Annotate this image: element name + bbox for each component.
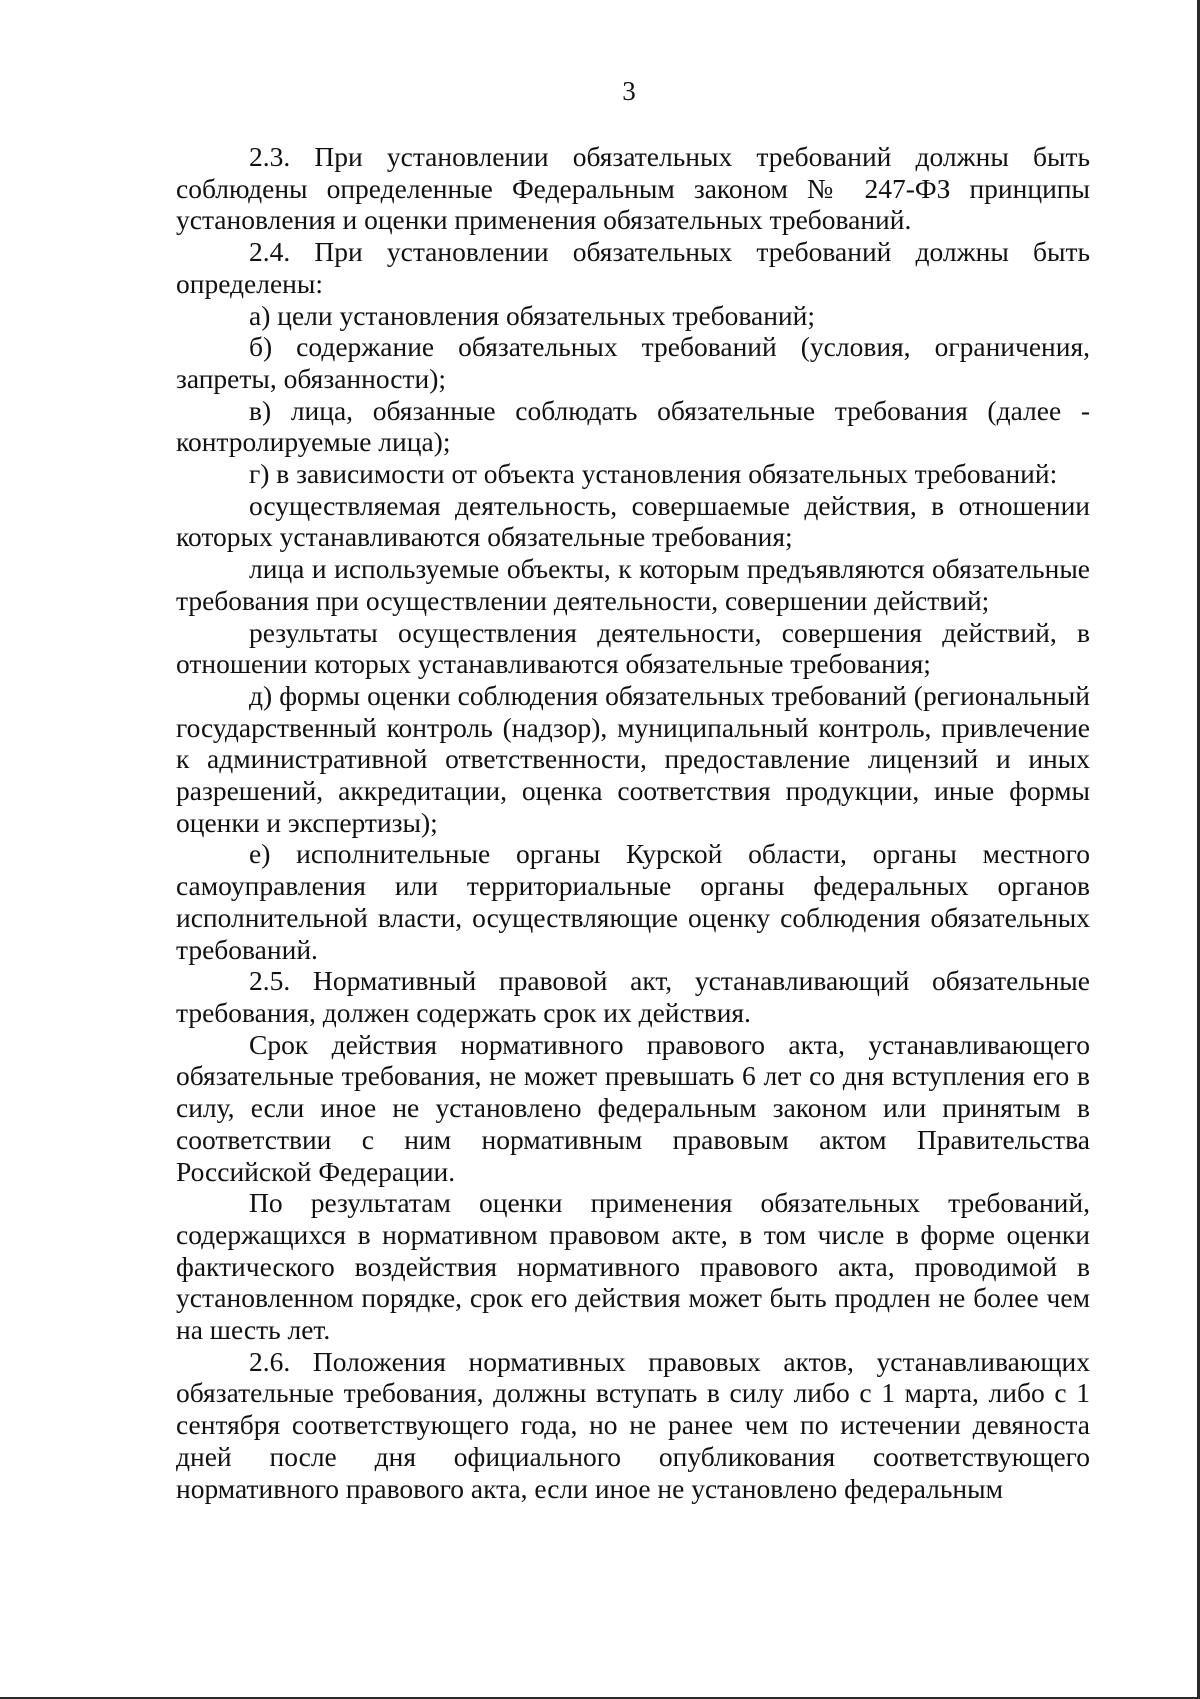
sub-item-activity: осуществляемая деятельность, совершаемые действия, в отношении которых устанавливаются обязательные требования; [176, 489, 1090, 553]
list-item-b: б) содержание обязательных требований (условия, ограничения, запреты, обязанности); [176, 331, 1090, 394]
list-item-d: д) формы оценки соблюдения обязательных требований (региональный государственный контроль (надзор), муниципальный контроль, привлечение к административной ответственности, предоставление лицензий и иных разрешений, аккредитации, оценка соответствия продукции, иные формы оценки и экспертизы); [176, 679, 1090, 838]
paragraph-2-6: 2.6. Положения нормативных правовых актов, устанавливающих обязательные требования, должны вступать в силу либо с 1 марта, либо с 1 сентября соответствующего года, но не ранее чем по истечении девяноста дней после дня официального опубликования соответствующего нормативного правового акта, если иное не установлено федеральным [176, 1345, 1090, 1504]
document-body [176, 141, 1090, 1504]
paragraph-extension: По результатам оценки применения обязательных требований, содержащихся в нормативном правовом акте, в том числе в форме оценки фактического воздействия нормативного правового акта, проводимой в установленном порядке, срок его действия может быть продлен не более чем на шесть лет. [176, 1187, 1090, 1346]
list-item-a: а) цели установления обязательных требований; [249, 299, 816, 331]
list-item-e: е) исполнительные органы Курской области, органы местного самоуправления или территориальные органы федеральных органов исполнительной власти, осуществляющие оценку соблюдения обязательных требований. [176, 838, 1090, 965]
paragraph-2-5: 2.5. Нормативный правовой акт, устанавливающий обязательные требования, должен содержать срок их действия. [176, 965, 1090, 1028]
list-item-g: г) в зависимости от объекта установления обязательных требований: [249, 458, 1058, 490]
paragraph-term: Срок действия нормативного правового акта, устанавливающего обязательные требования, не может превышать 6 лет со дня вступления его в силу, если иное не установлено федеральным законом или принятым в соответствии с ним нормативным правовым актом Правительства Российской Федерации. [176, 1028, 1090, 1187]
page-number: 3 [622, 76, 636, 106]
sub-item-persons: лица и используемые объекты, к которым предъявляются обязательные требования при осуществлении деятельности, совершении действий; [176, 553, 1090, 616]
sub-item-results: результаты осуществления деятельности, совершения действий, в отношении которых устанавливаются обязательные требования; [176, 616, 1090, 680]
list-item-v: в) лица, обязанные соблюдать обязательные требования (далее - контролируемые лица); [176, 394, 1090, 458]
paragraph-2-4: 2.4. При установлении обязательных требований должны быть определены: [176, 236, 1090, 299]
paragraph-2-3: 2.3. При установлении обязательных требований должны быть соблюдены определенные Федеральным законом № 247-ФЗ принципы установления и оценки применения обязательных требований. [176, 141, 1090, 236]
